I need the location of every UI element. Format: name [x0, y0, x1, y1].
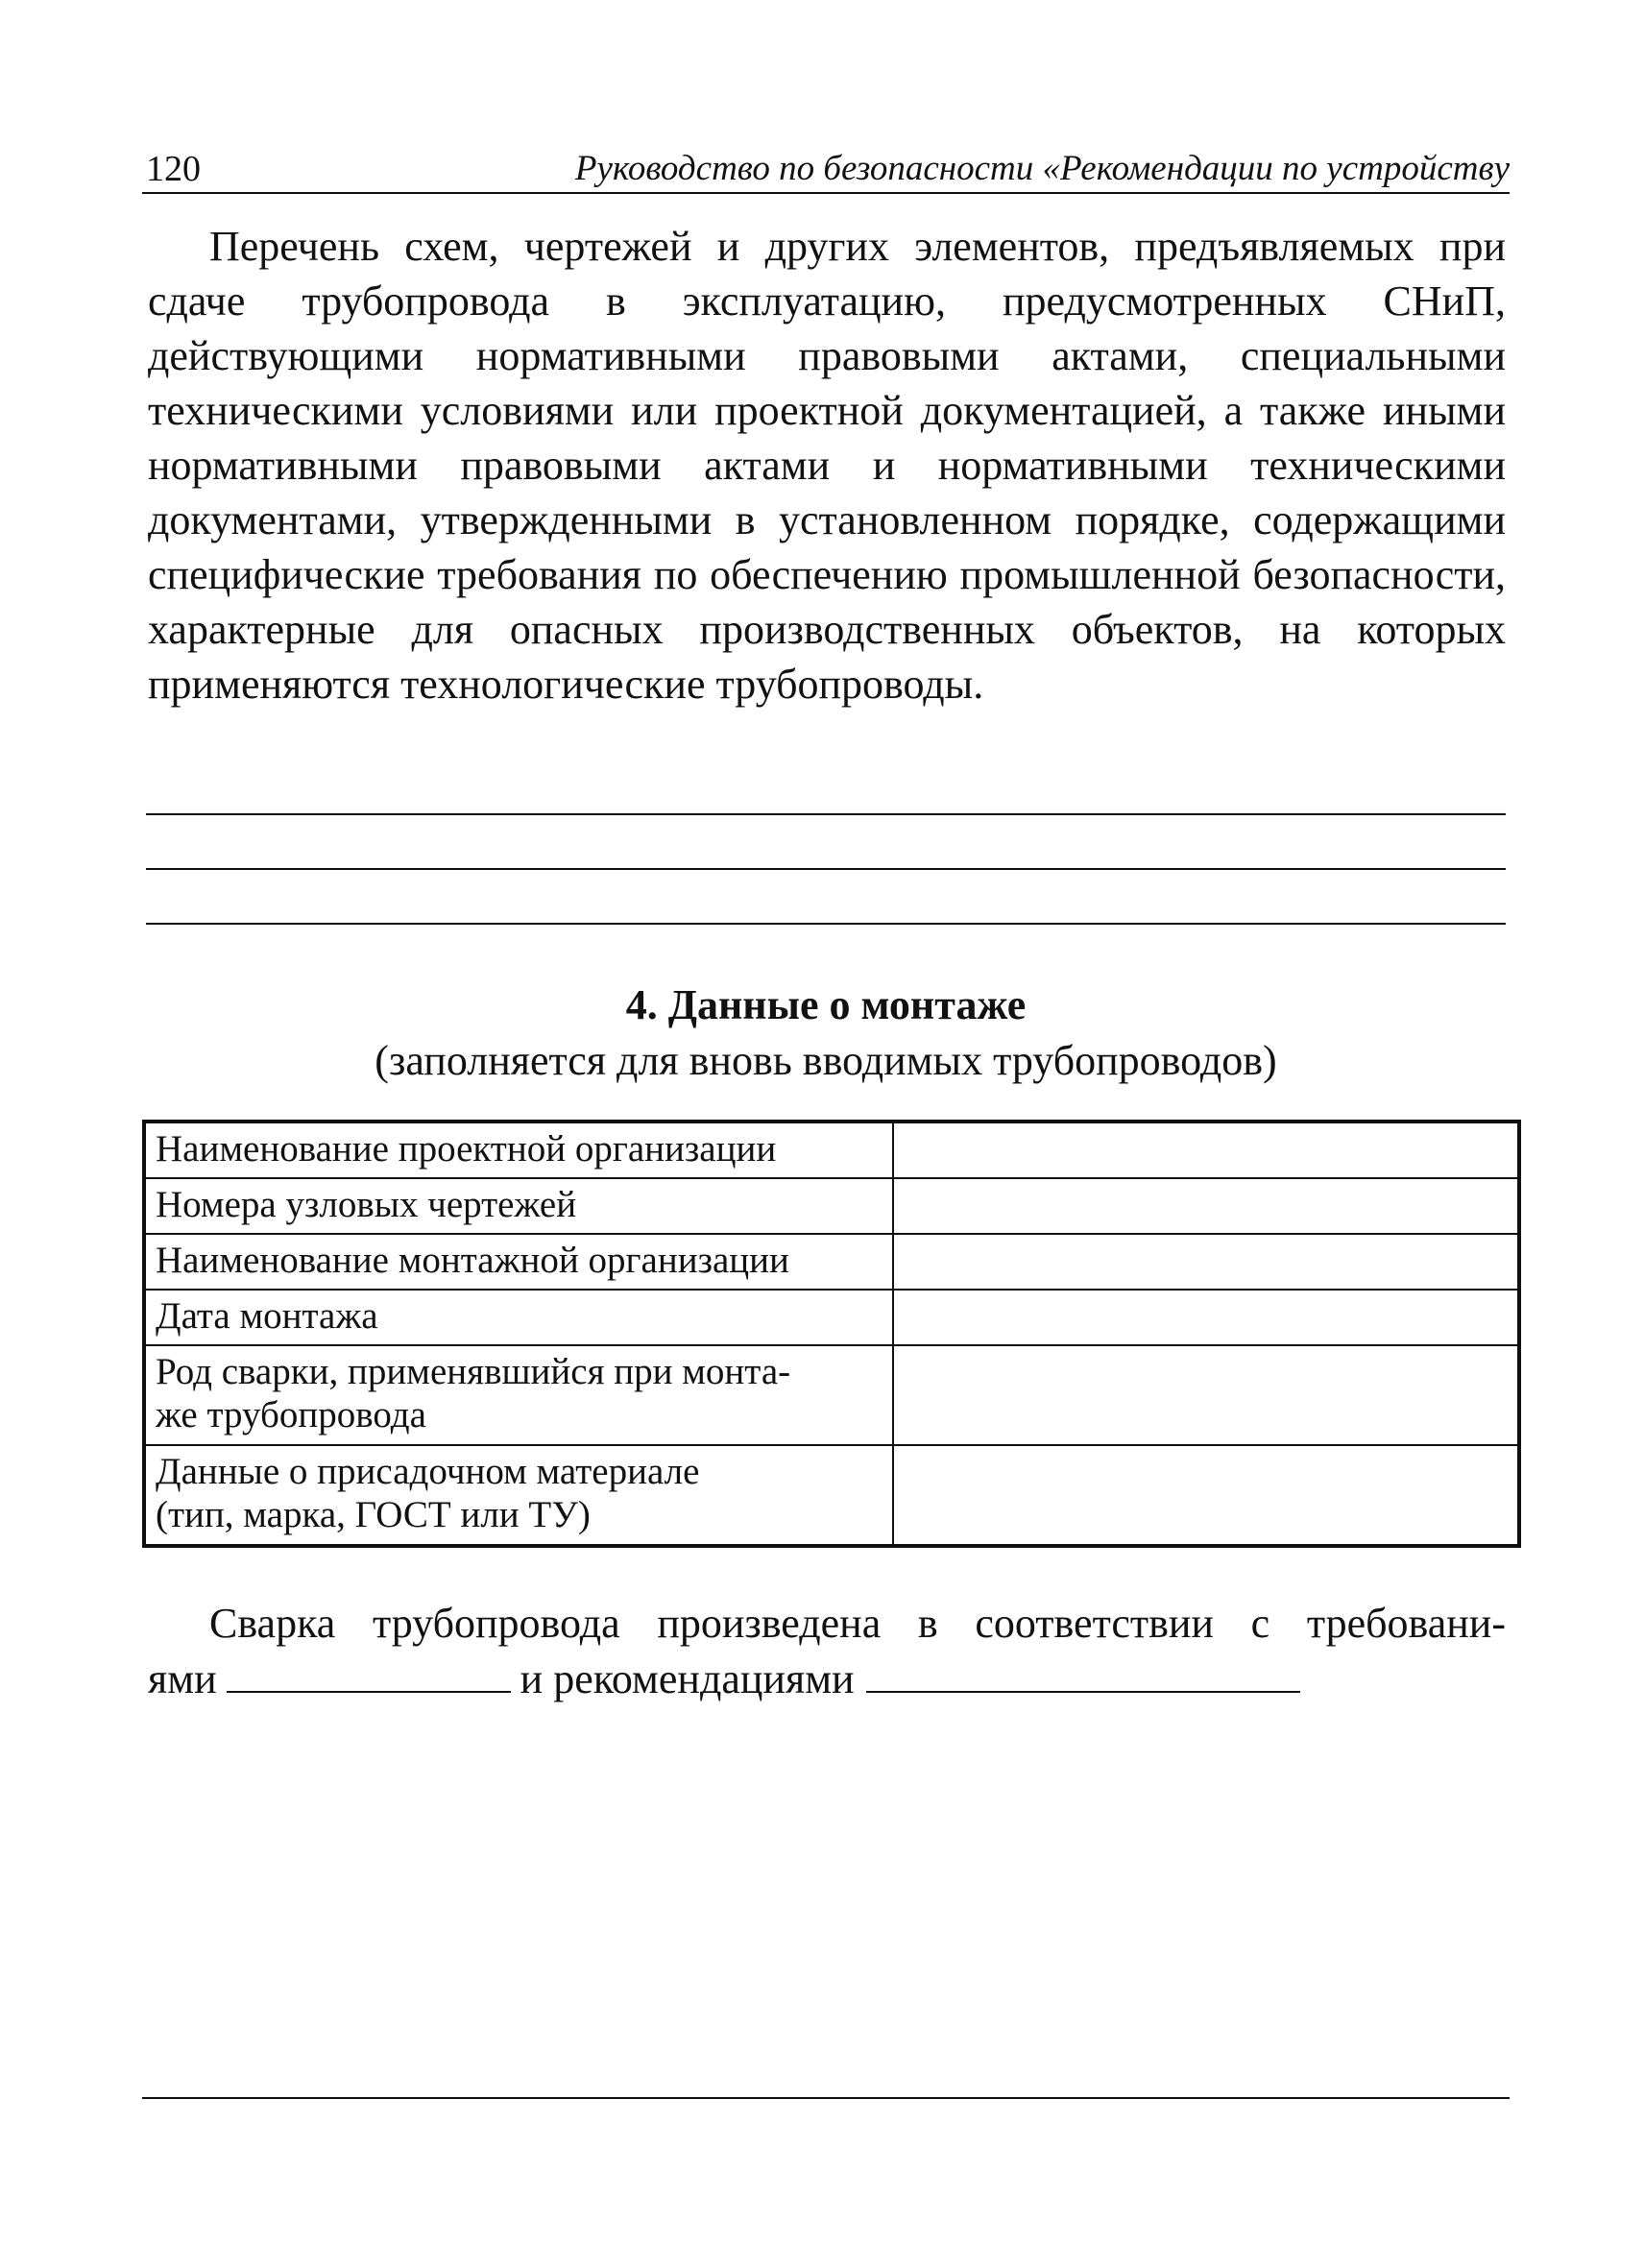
row-value-cell[interactable]	[893, 1234, 1519, 1290]
row-label-line: Данные о присадочном материале	[156, 1451, 700, 1492]
welding-line-2	[148, 1652, 1506, 1707]
welding-line-1: Сварка трубопровода произведена в соответствии с требовани-	[209, 1600, 1506, 1647]
table-row	[144, 1290, 1519, 1345]
row-label: Наименование проектной организации	[144, 1122, 893, 1178]
blank-fill-line-1[interactable]	[146, 813, 1506, 815]
table-row	[144, 1445, 1519, 1546]
row-value-cell[interactable]	[893, 1122, 1519, 1178]
row-value-cell[interactable]	[893, 1290, 1519, 1345]
recommendations-blank[interactable]	[866, 1653, 1300, 1693]
section-subtitle: (заполняется для вновь вводимых трубопроводов)	[375, 1037, 1277, 1084]
table-row	[144, 1345, 1519, 1445]
row-label	[144, 1445, 893, 1546]
row-value-cell[interactable]	[893, 1345, 1519, 1445]
row-label: Наименование монтажной организации	[144, 1234, 893, 1290]
running-title: Руководство по безопасности «Рекомендации по устройству	[574, 149, 1510, 188]
welding-statement	[148, 1596, 1506, 1707]
row-label: Номера узловых чертежей	[144, 1178, 893, 1234]
table-row	[144, 1122, 1519, 1178]
blank-fill-line-2[interactable]	[146, 868, 1506, 870]
table-row	[144, 1234, 1519, 1290]
section-title: 4. Данные о монтаже	[625, 981, 1027, 1028]
document-page	[142, 144, 1510, 2141]
row-label-line: (тип, марка, ГОСТ или ТУ)	[156, 1494, 591, 1535]
requirements-blank[interactable]	[227, 1653, 511, 1693]
row-value-cell[interactable]	[893, 1178, 1519, 1234]
footer-rule	[142, 2097, 1510, 2099]
row-label-line: Род сварки, применявшийся при монта-	[156, 1351, 791, 1392]
row-value-cell[interactable]	[893, 1445, 1519, 1546]
welding-prefix: ями	[148, 1655, 217, 1702]
row-label-line: же трубопровода	[156, 1394, 426, 1436]
page-number: 120	[146, 149, 201, 189]
welding-middle: и рекомендациями	[520, 1655, 855, 1702]
intro-paragraph: Перечень схем, чертежей и других элементов, предъявляемых при сдаче трубопровода в эксплуатацию, предусмотренных СНиП, действующими нормативными правовыми актами, специальными техническими условиями или проектной документацией, а также иными нормативными правовыми актами и нормативными техническими документами, утвержденными в установленном порядке, содержащими специфические требования по обеспечению промышленной безопасности, характерные для опасных производственных объектов, на которых применяются технологические трубопроводы.	[148, 223, 1506, 708]
row-label	[144, 1345, 893, 1445]
table-row	[144, 1178, 1519, 1234]
installation-data-table	[142, 1120, 1521, 1548]
row-label: Дата монтажа	[144, 1290, 893, 1345]
running-header	[142, 144, 1510, 194]
blank-fill-line-3[interactable]	[146, 923, 1506, 925]
